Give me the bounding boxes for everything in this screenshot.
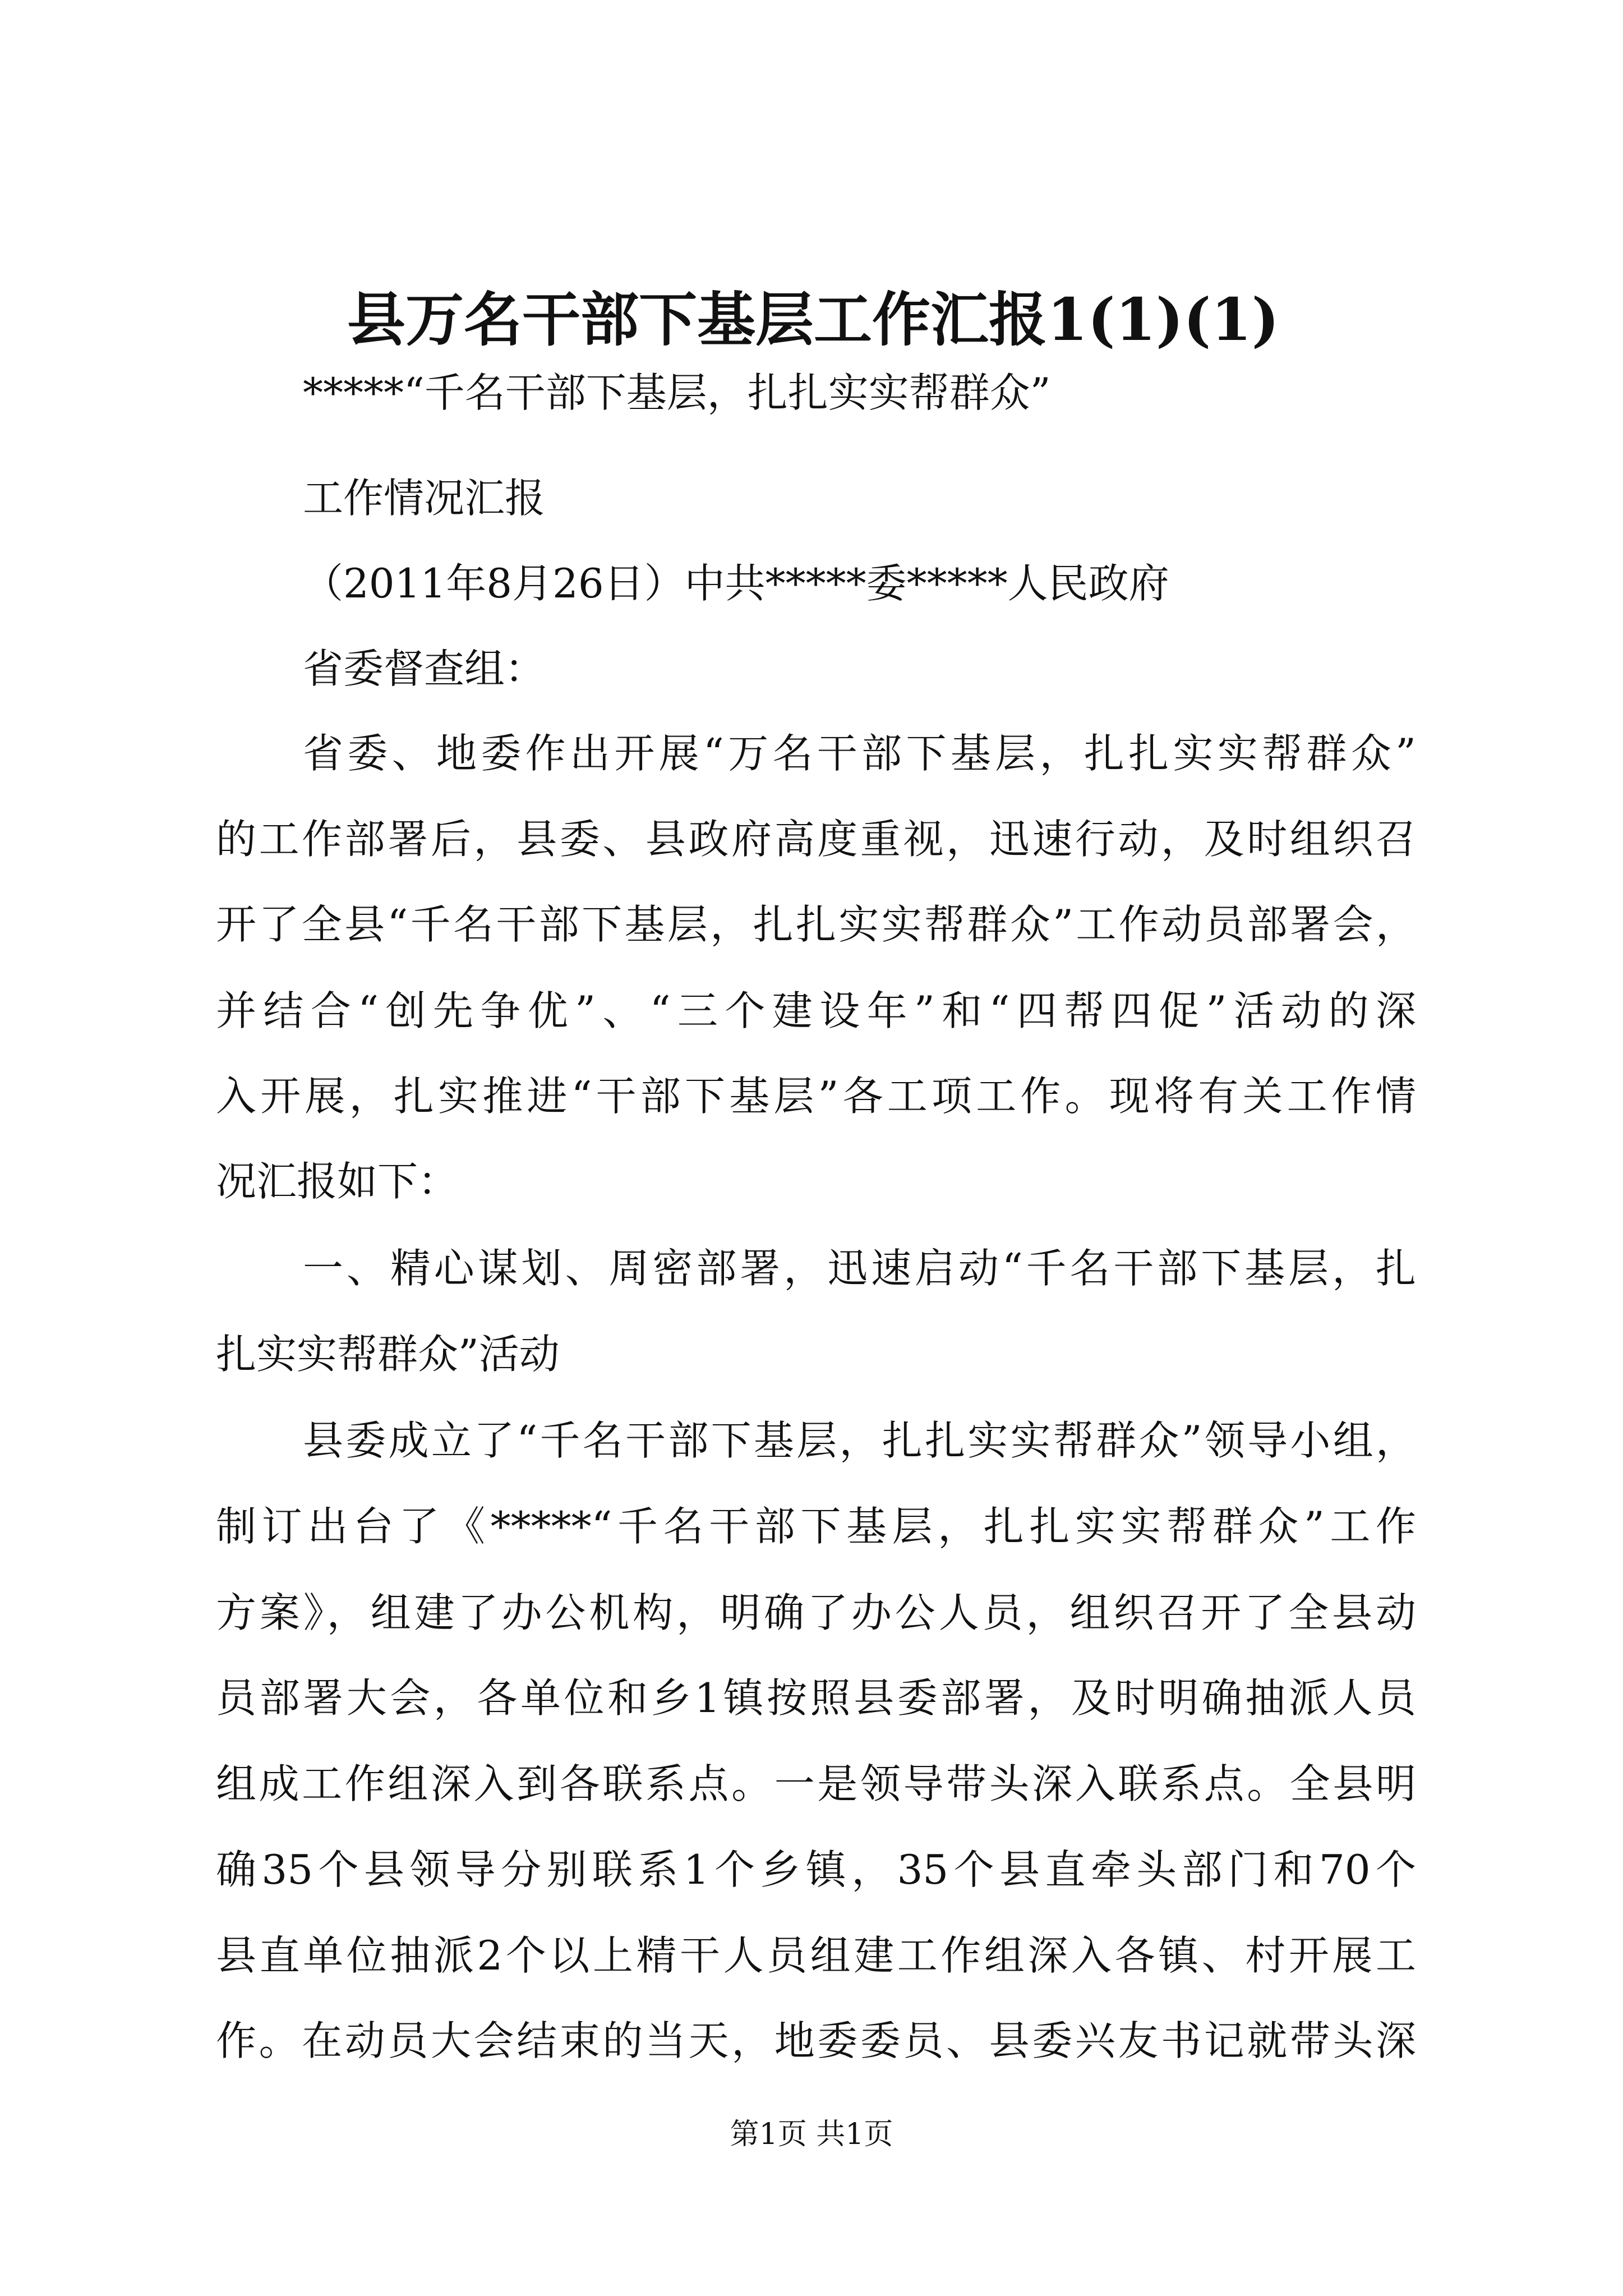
paragraph-line: 方案》，组建了办公机构，明确了办公人员，组织召开了全县动	[216, 1589, 1416, 1636]
report-heading: 工作情况汇报	[303, 475, 546, 522]
paragraph-line: 况汇报如下：	[216, 1158, 459, 1205]
paragraph-line: 开了全县“千名干部下基层，扎扎实实帮群众”工作动员部署会，	[216, 901, 1416, 948]
paragraph-line: 县直单位抽派2个以上精干人员组建工作组深入各镇、村开展工	[216, 1932, 1416, 1979]
page-footer: 第1页 共1页	[730, 2118, 893, 2151]
paragraph-line: 的工作部署后，县委、县政府高度重视，迅速行动，及时组织召	[216, 816, 1416, 863]
paragraph-line: 员部署大会，各单位和乡1镇按照县委部署，及时明确抽派人员	[216, 1674, 1416, 1722]
date-issuer-line: （2011年8月26日）中共*****委*****人民政府	[303, 560, 1169, 607]
paragraph-line: 确35个县领导分别联系1个乡镇，35个县直牵头部门和70个	[216, 1846, 1416, 1893]
salutation: 省委督查组：	[303, 645, 546, 692]
paragraph-line: 入开展，扎实推进“干部下基层”各工项工作。现将有关工作情	[216, 1073, 1416, 1120]
paragraph-line: 制订出台了《*****“千名干部下基层，扎扎实实帮群众”工作	[216, 1503, 1416, 1550]
paragraph-line: 省委、地委作出开展“万名干部下基层，扎扎实实帮群众”	[303, 730, 1416, 777]
paragraph-line: 并结合“创先争优”、“三个建设年”和“四帮四促”活动的深	[216, 987, 1416, 1034]
subtitle-line: *****“千名干部下基层，扎扎实实帮群众”	[303, 369, 1051, 416]
paragraph-line: 县委成立了“千名干部下基层，扎扎实实帮群众”领导小组，	[303, 1417, 1416, 1464]
paragraph-line: 组成工作组深入到各联系点。一是领导带头深入联系点。全县明	[216, 1760, 1416, 1807]
section-heading-line: 扎实实帮群众”活动	[216, 1331, 560, 1378]
paragraph-line: 作。在动员大会结束的当天，地委委员、县委兴友书记就带头深	[216, 2017, 1416, 2064]
section-heading-line: 一、精心谋划、周密部署，迅速启动“千名干部下基层，扎	[303, 1245, 1416, 1292]
document-title: 县万名干部下基层工作汇报1(1)(1)	[347, 285, 1279, 354]
